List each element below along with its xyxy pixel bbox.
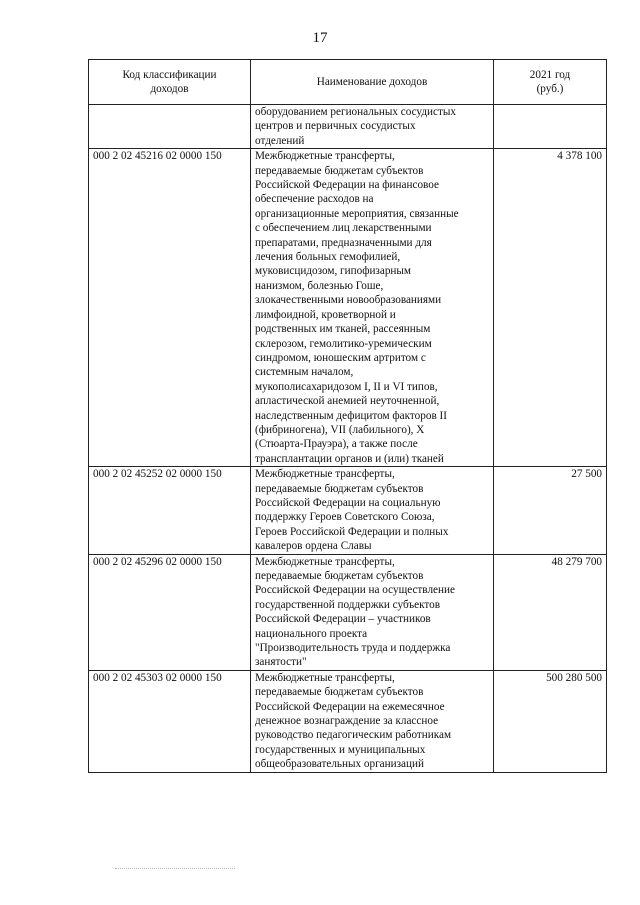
header-name: Наименование доходов (251, 60, 494, 105)
revenue-name-line: трансплантации органов и (или) тканей (255, 452, 444, 465)
revenue-name-line: апластической анемией неуточненной, (255, 395, 440, 408)
header-amount (494, 60, 607, 105)
revenue-name-line: лимфоидной, кроветворной и (255, 308, 396, 321)
revenue-name-line: "Производительность труда и поддержка (255, 642, 451, 655)
table-header-row (89, 60, 607, 105)
revenue-table (88, 59, 607, 773)
revenue-name-line: Российской Федерации на социальную (255, 496, 441, 509)
page-number: 17 (312, 30, 328, 46)
revenue-code-cell: 000 2 02 45303 02 0000 150 (89, 670, 251, 772)
revenue-name-line: с обеспечением лиц лекарственными (255, 222, 432, 235)
revenue-name-line: государственной поддержки субъектов (255, 598, 441, 611)
header-code-line: доходов (150, 83, 189, 95)
revenue-name-line: (фибриногена), VII (лабильного), X (255, 423, 425, 436)
header-amount-line: 2021 год (529, 68, 571, 81)
revenue-name-line: Межбюджетные трансферты, (255, 150, 395, 163)
revenue-code-cell (89, 105, 251, 149)
revenue-name-cell (251, 105, 494, 149)
table-row (89, 105, 607, 149)
revenue-name-line: национального проекта (255, 627, 368, 640)
revenue-name-line: обеспечение расходов на (255, 193, 374, 206)
revenue-name-line: кавалеров ордена Славы (255, 540, 372, 553)
revenue-name-line: занятости" (255, 656, 307, 669)
revenue-name-line: Российской Федерации на осуществление (255, 584, 455, 597)
revenue-name-line: препаратами, предназначенными для (255, 236, 432, 249)
revenue-name-line: передаваемые бюджетам субъектов (255, 482, 424, 495)
revenue-code-cell: 000 2 02 45216 02 0000 150 (89, 149, 251, 467)
revenue-name-line: оборудованием региональных сосудистых (255, 106, 456, 118)
revenue-name-line: поддержку Героев Советского Союза, (255, 511, 435, 524)
revenue-name-line: передаваемые бюджетам субъектов (255, 164, 424, 177)
revenue-name-line: (Стюарта-Прауэра), а также после (255, 438, 418, 451)
header-code-line: Код классификации (122, 68, 217, 81)
revenue-name-line: Межбюджетные трансферты, (255, 468, 395, 481)
revenue-name-line: лечения больных гемофилией, (255, 251, 401, 264)
revenue-name-line: Российской Федерации – участников (255, 613, 431, 626)
revenue-name-line: синдромом, юношеским артритом с (255, 351, 426, 364)
revenue-name-line: общеобразовательных организаций (255, 758, 424, 771)
revenue-name-cell (251, 670, 494, 772)
revenue-name-line: Межбюджетные трансферты, (255, 555, 395, 568)
revenue-name-line: системным началом, (255, 366, 354, 379)
revenue-name-line: муковисцидозом, гипофизарным (255, 265, 411, 278)
revenue-amount-cell (494, 105, 607, 149)
revenue-name-line: наследственным дефицитом факторов II (255, 409, 447, 422)
revenue-name-line: руководство педагогическим работникам (255, 729, 452, 742)
revenue-name-line: мукополисахаридозом I, II и VI типов, (255, 380, 438, 393)
table-row (89, 670, 607, 772)
header-code (89, 60, 251, 105)
revenue-name-cell (251, 554, 494, 670)
table-row (89, 467, 607, 554)
revenue-name-line: Межбюджетные трансферты, (255, 671, 395, 684)
revenue-name-line: склерозом, гемолитико-уремическим (255, 337, 432, 350)
table-row (89, 554, 607, 670)
table-row (89, 149, 607, 467)
revenue-name-line: нанизмом, болезнью Гоше, (255, 279, 384, 292)
scan-artifact-line (115, 868, 235, 870)
revenue-name-line: злокачественными новообразованиями (255, 294, 442, 307)
revenue-name-line: отделений (255, 134, 305, 147)
header-amount-line: (руб.) (536, 83, 564, 95)
revenue-name-line: центров и первичных сосудистых (255, 120, 416, 133)
revenue-code-cell: 000 2 02 45296 02 0000 150 (89, 554, 251, 670)
revenue-amount-cell: 500 280 500 (494, 670, 607, 772)
revenue-name-cell (251, 149, 494, 467)
revenue-name-cell (251, 467, 494, 554)
revenue-name-line: Российской Федерации на финансовое (255, 179, 439, 192)
revenue-amount-cell: 48 279 700 (494, 554, 607, 670)
revenue-name-line: Российской Федерации на ежемесячное (255, 700, 445, 713)
revenue-name-line: Героев Российской Федерации и полных (255, 525, 449, 538)
revenue-name-line: передаваемые бюджетам субъектов (255, 570, 424, 582)
revenue-name-line: государственных и муниципальных (255, 743, 426, 756)
revenue-name-line: денежное вознаграждение за классное (255, 715, 439, 728)
table-body (89, 105, 607, 773)
revenue-name-line: родственных им тканей, рассеянным (255, 323, 431, 336)
revenue-name-line: передаваемые бюджетам субъектов (255, 686, 424, 699)
revenue-amount-cell: 27 500 (494, 467, 607, 554)
revenue-code-cell: 000 2 02 45252 02 0000 150 (89, 467, 251, 554)
revenue-amount-cell: 4 378 100 (494, 149, 607, 467)
revenue-name-line: организационные мероприятия, связанные (255, 207, 459, 220)
